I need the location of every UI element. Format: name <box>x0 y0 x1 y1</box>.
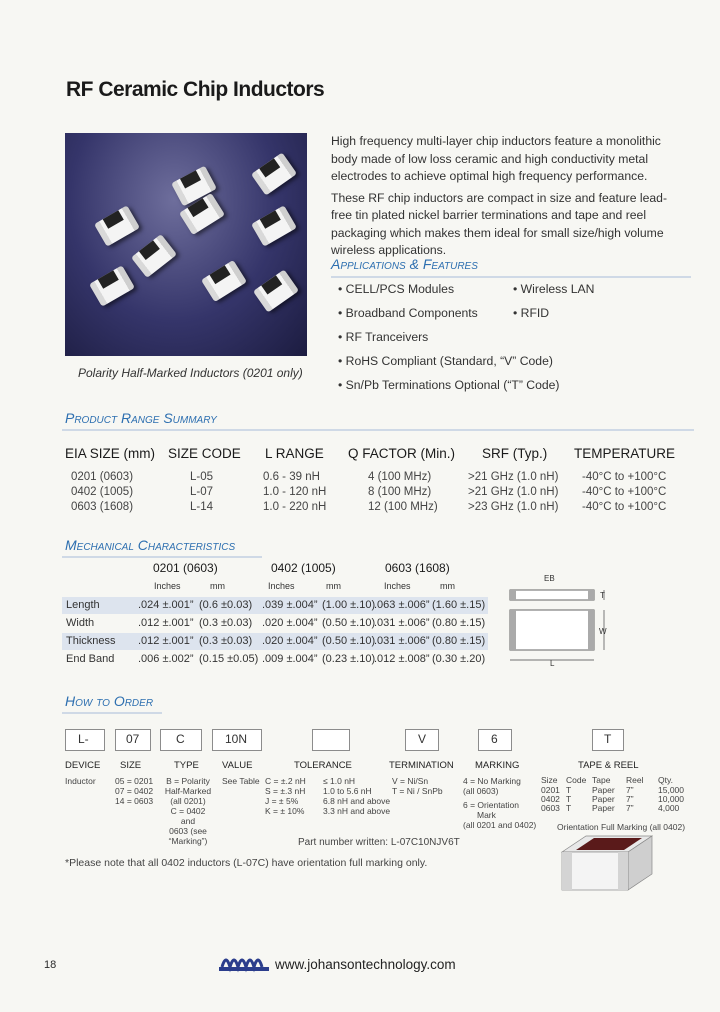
order-header: SIZE <box>120 760 142 771</box>
mech-cell: .012 ±.008” <box>374 653 430 665</box>
mech-cell: .020 ±.004” <box>262 635 318 647</box>
range-heading: Product Range Summary <box>65 410 217 426</box>
range-cell: 0603 (1608) <box>71 501 134 513</box>
range-cell: -40°C to +100°C <box>582 486 667 498</box>
mech-cell: (0.50 ±.10) <box>322 617 376 629</box>
mech-cell: .031 ±.006” <box>374 617 430 629</box>
order-box-value: 10N <box>212 729 262 751</box>
page-number: 18 <box>44 959 57 971</box>
mech-unit: Inches <box>384 581 411 591</box>
page-title: RF Ceramic Chip Inductors <box>66 78 325 101</box>
tape-cell: T <box>566 785 572 795</box>
range-cell: 8 (100 MHz) <box>368 486 432 498</box>
feature-item: • RFID <box>513 306 550 320</box>
mech-cell: .024 ±.001” <box>138 599 194 611</box>
tape-cell: Paper <box>592 785 615 795</box>
tape-cell: 0201 <box>541 785 560 795</box>
mech-cell: .012 ±.001” <box>138 635 194 647</box>
range-header: Q FACTOR (Min.) <box>348 446 456 461</box>
tape-cell: T <box>566 803 572 813</box>
order-header: MARKING <box>475 760 520 771</box>
order-header: DEVICE <box>65 760 101 771</box>
mech-cell: Length <box>66 599 100 611</box>
mech-unit: mm <box>440 581 455 591</box>
w-label: W <box>599 627 607 636</box>
order-header: TYPE <box>174 760 199 771</box>
tape-cell: Size <box>541 775 558 785</box>
footnote: *Please note that all 0402 inductors (L-07C) have orientation full marking only. <box>65 857 428 869</box>
l-label: L <box>550 659 555 668</box>
mech-row <box>62 651 488 668</box>
tape-cell: Paper <box>592 803 615 813</box>
eb-label: EB <box>544 574 555 583</box>
mech-row <box>62 633 488 650</box>
mech-unit: mm <box>326 581 341 591</box>
range-cell: 1.0 - 220 nH <box>263 501 327 513</box>
intro-paragraph: High frequency multi-layer chip inductors feature a monolithic body made of low loss ceramic and high conductivity metal electrodes to achieve optimal high frequency performance. <box>331 134 661 183</box>
applications-heading: Applications & Features <box>331 256 478 272</box>
order-box-device: L- <box>65 729 105 751</box>
device-value: Inductor <box>65 776 96 786</box>
range-header: L RANGE <box>265 446 324 461</box>
orientation-label: Orientation Full Marking (all 0402) <box>557 822 686 832</box>
tape-cell: 7” <box>626 785 634 795</box>
tape-cell: T <box>566 794 572 804</box>
range-cell: >23 GHz (1.0 nH) <box>468 501 559 513</box>
order-box-marking: 6 <box>478 729 512 751</box>
mech-cell: (0.50 ±.10) <box>322 635 376 647</box>
chip-image <box>251 152 297 195</box>
mech-cell: (0.3 ±0.03) <box>199 635 253 647</box>
mech-cell: (0.6 ±0.03) <box>199 599 253 611</box>
tape-cell: Qty. <box>658 775 673 785</box>
section-divider <box>62 712 162 714</box>
tolerance-ranges: ≤ 1.0 nH 1.0 to 5.6 nH 6.8 nH and above 3.3 nH and above <box>323 776 391 816</box>
range-cell: 1.0 - 120 nH <box>263 486 327 498</box>
range-cell: 0201 (0603) <box>71 471 134 483</box>
range-cell: 12 (100 MHz) <box>368 501 438 513</box>
order-header: TERMINATION <box>389 760 454 771</box>
range-cell: >21 GHz (1.0 nH) <box>468 486 559 498</box>
mech-cell: (0.3 ±0.03) <box>199 617 253 629</box>
intro-paragraph: These RF chip inductors are compact in size and feature lead-free tin plated nickel barrier terminations and tape and reel packaging which makes them ideal for small size/high volume wireless applications. <box>331 190 668 257</box>
section-divider <box>62 556 262 558</box>
termination-list: V = Ni/Sn T = Ni / SnPb <box>392 776 443 796</box>
feature-item: • Broadband Components <box>338 306 478 320</box>
tape-cell: Code <box>566 775 587 785</box>
tolerance-codes: C = ±.2 nH S = ±.3 nH J = ± 5% K = ± 10% <box>265 776 306 816</box>
chip-dimension-diagram <box>500 568 610 668</box>
mech-col-header: 0201 (0603) <box>153 561 218 575</box>
range-cell: L-07 <box>190 486 214 498</box>
chip-image <box>253 269 299 312</box>
tape-cell: 0402 <box>541 794 560 804</box>
intro-text <box>331 133 681 264</box>
tape-cell: 0603 <box>541 803 560 813</box>
chip-image <box>94 205 140 247</box>
section-divider <box>62 429 694 431</box>
mech-cell: .063 ±.006” <box>374 599 430 611</box>
mech-cell: Thickness <box>66 635 116 647</box>
mech-cell: (0.23 ±.10) <box>322 653 376 665</box>
mech-row <box>62 597 488 614</box>
johanson-logo-icon <box>218 952 270 974</box>
mech-cell: .009 ±.004” <box>262 653 318 665</box>
order-box-tape-reel: T <box>592 729 624 751</box>
size-list: 05 = 0201 07 = 0402 14 = 0603 <box>115 776 154 806</box>
order-box-tolerance-frame <box>312 729 350 751</box>
tape-cell: Paper <box>592 794 615 804</box>
photo-caption: Polarity Half-Marked Inductors (0201 only) <box>78 366 303 380</box>
range-cell: L-05 <box>190 471 214 483</box>
mech-cell: (1.60 ±.15) <box>432 599 486 611</box>
range-cell: 0402 (1005) <box>71 486 134 498</box>
part-number: Part number written: L-07C10NJV6T <box>298 837 460 848</box>
range-header: TEMPERATURE <box>574 446 676 461</box>
value-note: See Table <box>222 776 260 786</box>
mech-cell: .006 ±.002” <box>138 653 194 665</box>
oriented-chip-image <box>550 830 660 896</box>
product-photo <box>65 133 307 356</box>
mech-cell: (0.80 ±.15) <box>432 635 486 647</box>
order-header: TOLERANCE <box>294 760 352 771</box>
feature-item: • Sn/Pb Terminations Optional (“T” Code) <box>338 378 560 392</box>
mech-heading: Mechanical Characteristics <box>65 537 236 553</box>
tape-cell: Tape <box>592 775 611 785</box>
feature-item: • RoHS Compliant (Standard, “V” Code) <box>338 354 553 368</box>
range-cell: -40°C to +100°C <box>582 501 667 513</box>
range-header: EIA SIZE (mm) <box>65 446 156 461</box>
order-header: VALUE <box>222 760 253 771</box>
mech-cell: Width <box>66 617 95 629</box>
mech-unit: Inches <box>268 581 295 591</box>
chip-image <box>131 234 177 278</box>
marking-list: 4 = No Marking (all 0603) 6 = Orientation Mark (all 0201 and 0402) <box>463 776 537 830</box>
feature-item: • CELL/PCS Modules <box>338 282 455 296</box>
tape-cell: 15,000 <box>658 785 684 795</box>
range-cell: L-14 <box>190 501 214 513</box>
order-box-type: C <box>160 729 202 751</box>
feature-item: • RF Tranceivers <box>338 330 429 344</box>
mech-cell: (0.30 ±.20) <box>432 653 486 665</box>
mech-cell: End Band <box>66 653 115 665</box>
range-cell: 4 (100 MHz) <box>368 471 432 483</box>
tape-cell: 7” <box>626 803 634 813</box>
range-cell: >21 GHz (1.0 nH) <box>468 471 559 483</box>
mech-cell: (0.80 ±.15) <box>432 617 486 629</box>
tape-cell: Reel <box>626 775 644 785</box>
website-url: www.johansontechnology.com <box>275 957 456 972</box>
mech-unit: mm <box>210 581 225 591</box>
mech-cell: .039 ±.004” <box>262 599 318 611</box>
mech-cell: (0.15 ±0.05) <box>199 653 259 665</box>
mech-cell: .020 ±.004” <box>262 617 318 629</box>
tape-cell: 7” <box>626 794 634 804</box>
mech-row <box>62 615 488 632</box>
mech-col-header: 0402 (1005) <box>271 561 336 575</box>
type-list: B = Polarity Half-Marked (all 0201) C = 0402 and 0603 (see “Marking”) <box>164 776 212 846</box>
chip-image <box>251 205 297 247</box>
range-header: SIZE CODE <box>168 446 241 461</box>
tape-cell: 4,000 <box>658 803 680 813</box>
mech-cell: .031 ±.006” <box>374 635 430 647</box>
mech-cell: (1.00 ±.10) <box>322 599 376 611</box>
range-cell: -40°C to +100°C <box>582 471 667 483</box>
range-cell: 0.6 - 39 nH <box>263 471 320 483</box>
order-box-termination: V <box>405 729 439 751</box>
mech-cell: .012 ±.001” <box>138 617 194 629</box>
tape-cell: 10,000 <box>658 794 684 804</box>
order-box-size: 07 <box>115 729 151 751</box>
chip-image <box>89 265 135 307</box>
range-header: SRF (Typ.) <box>482 446 548 461</box>
feature-item: • Wireless LAN <box>513 282 595 296</box>
t-label: T <box>600 591 605 600</box>
chip-image <box>201 260 247 302</box>
order-header: TAPE & REEL <box>578 760 639 771</box>
mech-col-header: 0603 (1608) <box>385 561 450 575</box>
order-heading: How to Order <box>65 693 154 709</box>
section-divider <box>331 276 691 278</box>
mech-unit: Inches <box>154 581 181 591</box>
